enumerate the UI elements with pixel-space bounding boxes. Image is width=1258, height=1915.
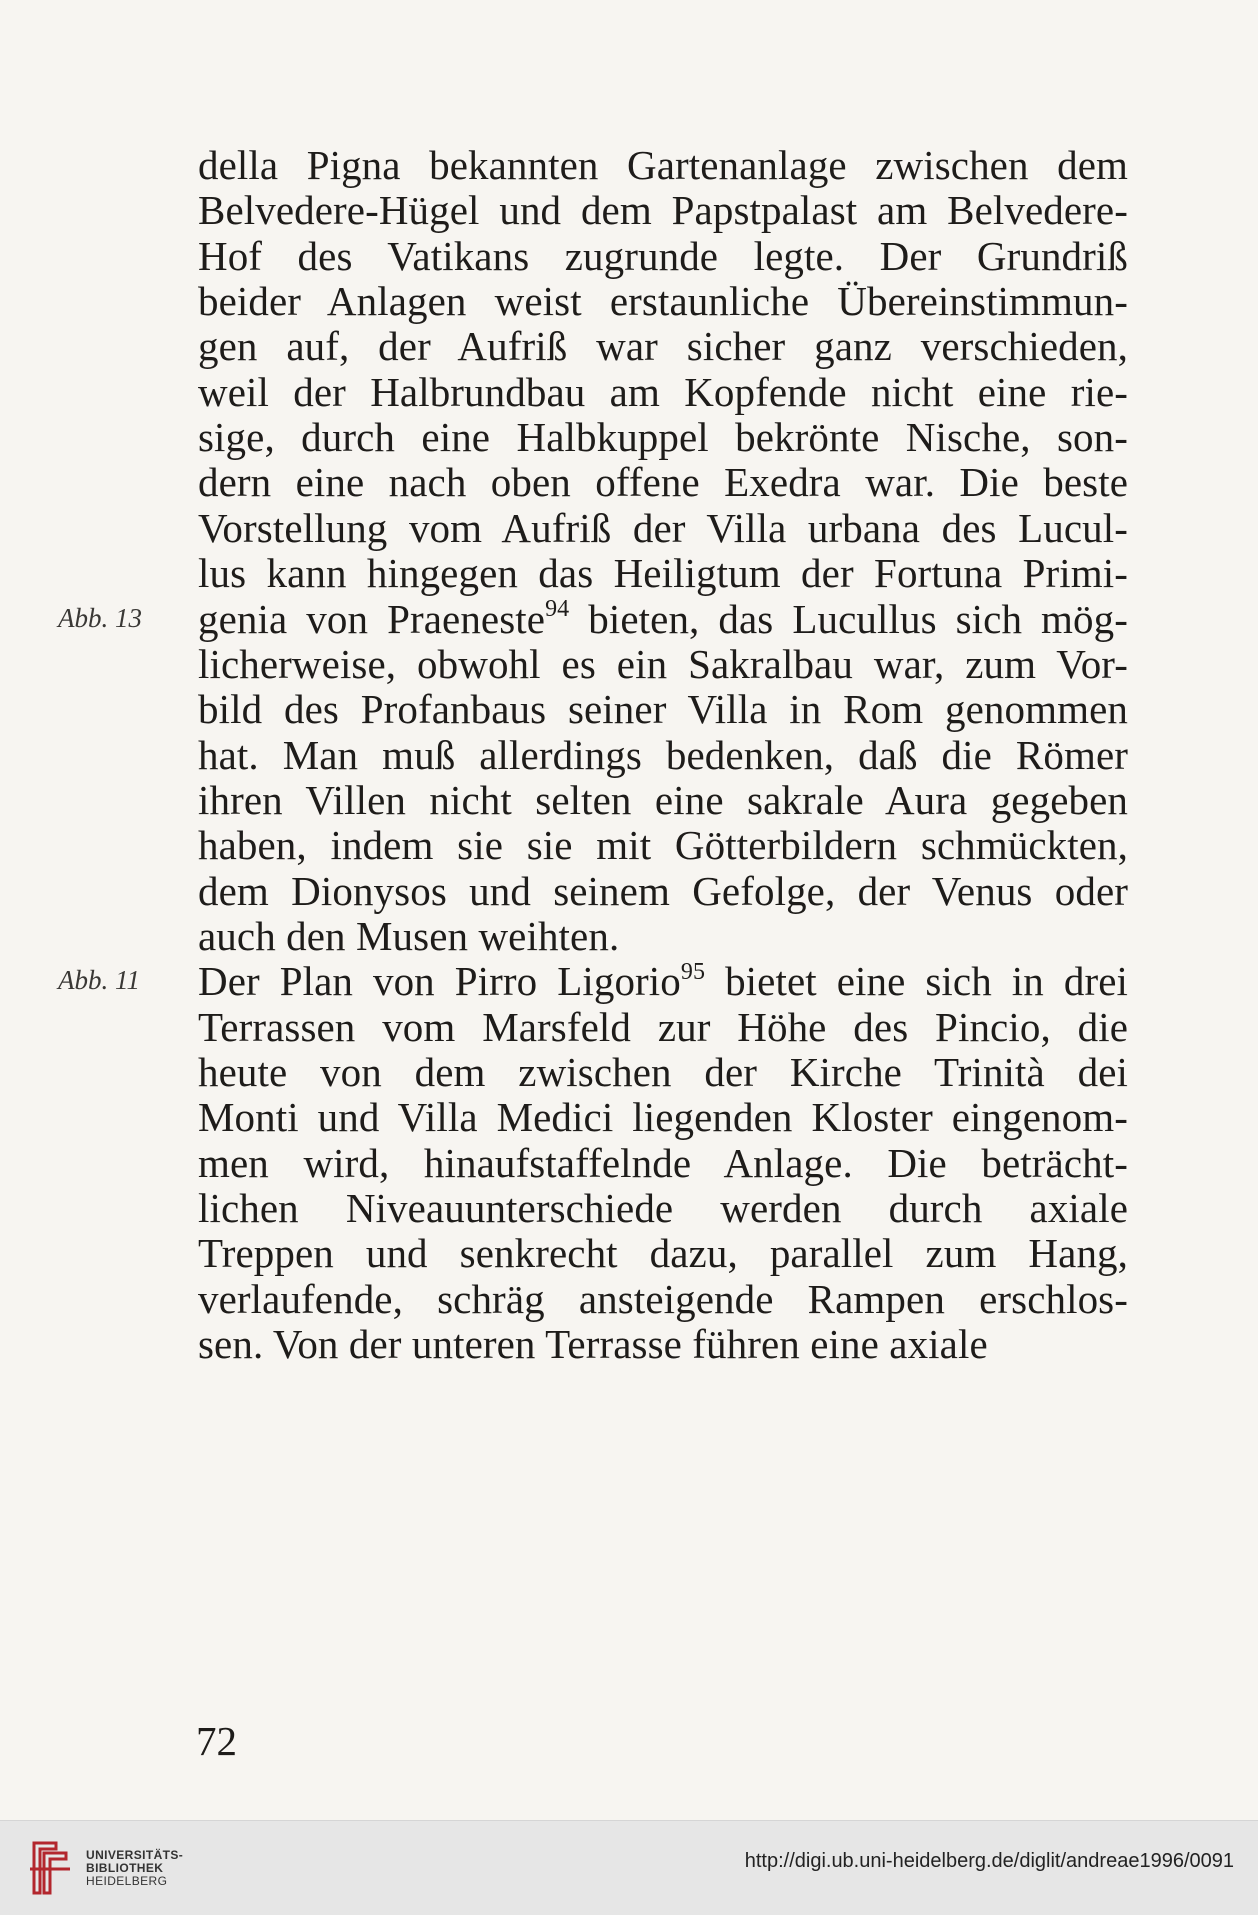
library-logo-icon (26, 1839, 74, 1897)
text-segment: bieten, das Lucullus sich mög- (569, 595, 1129, 642)
text-line: Belvedere-Hügel und dem Papstpalast am Belvedere- (198, 187, 1128, 234)
source-url-link[interactable]: http://digi.ub.uni-heidelberg.de/diglit/andreae1996/0091 (744, 1850, 1234, 1872)
text-line: Hof des Vatikans zugrunde legte. Der Grundriß (198, 232, 1128, 279)
text-segment: Der Plan von Pirro Ligorio (198, 958, 681, 1005)
page-number: 72 (196, 1718, 237, 1764)
text-line: della Pigna bekannten Gartenanlage zwischen dem (198, 142, 1128, 188)
text-line: heute von dem zwischen der Kirche Trinità dei (198, 1049, 1128, 1095)
text-line: gen auf, der Aufriß war sicher ganz verschieden, (198, 323, 1128, 370)
footer-bar (0, 1820, 1258, 1915)
library-name-line-1: UNIVERSITÄTS- (86, 1848, 184, 1862)
text-line: sen. Von der unteren Terrasse führen eine axiale (198, 1321, 988, 1368)
figure-reference-note: Abb. 13 (58, 602, 142, 633)
text-segment: genia von Praeneste (198, 595, 546, 642)
text-line: Monti und Villa Medici liegenden Kloster eingenom- (198, 1094, 1128, 1141)
library-name (86, 1849, 183, 1888)
text-line: Terrassen vom Marsfeld zur Höhe des Pincio, die (198, 1003, 1128, 1050)
figure-reference-note: Abb. 11 (58, 965, 140, 996)
text-line: dern eine nach oben offene Exedra war. Die beste (198, 459, 1128, 506)
text-line: sige, durch eine Halbkuppel bekrönte Nische, son- (198, 414, 1128, 461)
text-line: weil der Halbrundbau am Kopfende nicht eine rie- (198, 368, 1128, 415)
text-line: beider Anlagen weist erstaunliche Übereinstimmun- (198, 278, 1128, 325)
text-line: hat. Man muß allerdings bedenken, daß die Römer (198, 731, 1128, 778)
text-line: lichen Niveauunterschiede werden durch axiale (198, 1185, 1128, 1232)
footnote-reference: 95 (680, 958, 706, 985)
library-name-line-3: HEIDELBERG (86, 1874, 168, 1888)
text-line: bild des Profanbaus seiner Villa in Rom genommen (198, 686, 1128, 733)
text-segment: bietet eine sich in drei (705, 958, 1128, 1005)
footnote-reference: 94 (545, 595, 570, 622)
text-line: verlaufende, schräg ansteigende Rampen erschlos- (198, 1275, 1128, 1322)
text-line: men wird, hinaufstaffelnde Anlage. Die beträcht- (198, 1139, 1128, 1186)
library-name-line-2: BIBLIOTHEK (86, 1861, 164, 1875)
text-line: Vorstellung vom Aufriß der Villa urbana des Lucul- (198, 504, 1128, 551)
text-line: ihren Villen nicht selten eine sakrale Aura gegeben (198, 776, 1128, 823)
text-line: auch den Musen weihten. (198, 912, 620, 959)
text-line: lus kann hingegen das Heiligtum der Fortuna Primi- (198, 550, 1128, 597)
text-line: haben, indem sie sie mit Götterbildern schmückten, (198, 822, 1128, 869)
text-line: licherweise, obwohl es ein Sakralbau war, zum Vor- (198, 640, 1128, 687)
text-line: Treppen und senkrecht dazu, parallel zum Hang, (198, 1230, 1128, 1277)
text-line: dem Dionysos und seinem Gefolge, der Venus oder (198, 867, 1128, 914)
